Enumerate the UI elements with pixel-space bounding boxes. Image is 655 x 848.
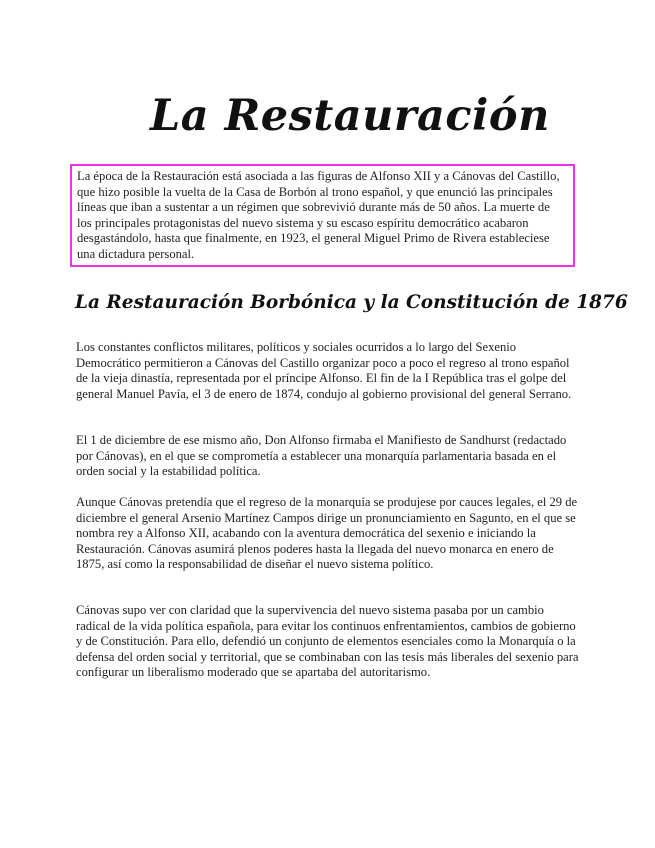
body-paragraph-2: El 1 de diciembre de ese mismo año, Don Alfonso firmaba el Manifiesto de Sandhurst (redactado por Cánovas), en el que se comprometía a establecer una monarquía parlamentaria basada en el orden social y la estabilidad política. (76, 433, 567, 479)
body-paragraph-4: Cánovas supo ver con claridad que la supervivencia del nuevo sistema pasaba por un cambio radical de la vida política española, para evitar los continuos enfrentamientos, cambios de gobierno y de Constitución. Para ello, defendió un conjunto de elementos esenciales como la Monarquía o la defensa del orden social y territorial, que se combinaban con las tesis más liberales del sexenio para configurar un liberalismo moderado que se apartaba del autoritarismo. (76, 603, 579, 680)
body-paragraph-1: Los constantes conflictos militares, políticos y sociales ocurridos a lo largo del Sexenio Democrático permitieron a Cánovas del Castillo organizar poco a poco el regreso al trono español de la vieja dinastía, representada por el príncipe Alfonso. El fin de la I República tras el golpe del general Manuel Pavía, el 3 de enero de 1874, condujo al gobierno provisional del general Serrano. (76, 340, 572, 401)
body-paragraph-3: Aunque Cánovas pretendía que el regreso de la monarquía se produjese por cauces legales, el 29 de diciembre el general Arsenio Martínez Campos dirige un pronunciamiento en Sagunto, en el que se nombra rey a Alfonso XII, acabando con la aventura democrática del sexenio e iniciando la Restauración. Cánovas asumirá plenos poderes hasta la llegada del nuevo monarca en enero de 1875, así como la responsabilidad de diseñar el nuevo sistema político. (76, 495, 578, 572)
page-title: La Restauración (150, 91, 550, 141)
section-heading: La Restauración Borbónica y la Constitución de 1876 (75, 292, 628, 313)
intro-highlight-box (70, 164, 575, 267)
intro-paragraph: La época de la Restauración está asociada a las figuras de Alfonso XII y a Cánovas del Castillo, que hizo posible la vuelta de la Casa de Borbón al trono español, y que enunció las principales líneas que iban a sustentar a un régimen que sobrevivió durante más de 50 años. La muerte de los principales protagonistas del nuevo sistema y su escaso espíritu democrático acabaron desgastándolo, hasta que finalmente, en 1923, el general Miguel Primo de Rivera estableciese una dictadura personal. (77, 169, 560, 261)
